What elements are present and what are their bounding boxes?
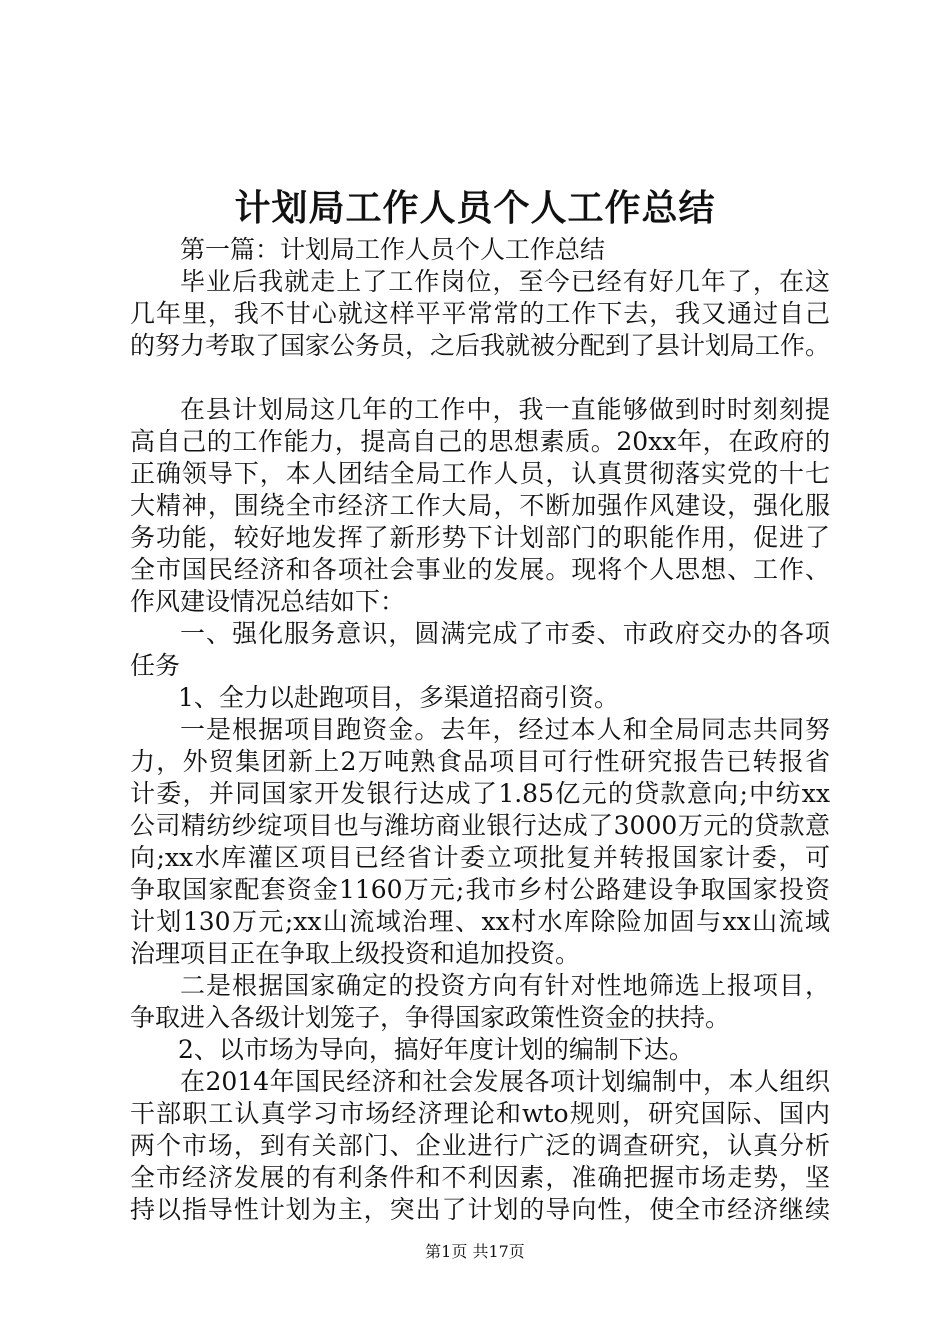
heading-line: 任务: [130, 651, 181, 680]
blank-line: [130, 362, 830, 394]
text-line: 治理项目正在争取上级投资和追加投资。: [130, 939, 581, 968]
text-line: 的努力考取了国家公务员，之后我就被分配到了县计划局工作。: [130, 331, 830, 360]
text-line: 向;xx水库灌区项目已经省计委立项批复并转报国家计委，可: [130, 843, 830, 872]
subheading-line: 1、全力以赴跑项目，多渠道招商引资。: [178, 683, 619, 712]
text-line: 在2014年国民经济和社会发展各项计划编制中，本人组织: [180, 1067, 830, 1096]
section-heading: 第一篇：计划局工作人员个人工作总结: [180, 235, 606, 264]
subheading-line: 2、以市场为导向，搞好年度计划的编制下达。: [178, 1035, 694, 1064]
page-footer: 第1页 共17页: [425, 1242, 525, 1261]
text-line: 作风建设情况总结如下：: [130, 587, 406, 616]
text-line: 公司精纺纱绽项目也与潍坊商业银行达成了3000万元的贷款意: [130, 811, 830, 840]
text-line: 力，外贸集团新上2万吨熟食品项目可行性研究报告已转报省: [130, 747, 830, 776]
text-line: 全市经济发展的有利条件和不利因素，准确把握市场走势，坚: [130, 1163, 830, 1192]
text-line: 二是根据国家确定的投资方向有针对性地筛选上报项目，: [180, 971, 830, 1000]
text-line: 计划130万元;xx山流域治理、xx村水库除险加固与xx山流域: [130, 907, 830, 936]
text-line: 正确领导下，本人团结全局工作人员，认真贯彻落实党的十七: [130, 459, 830, 488]
text-line: 争取国家配套资金1160万元;我市乡村公路建设争取国家投资: [130, 875, 830, 904]
document-title: 计划局工作人员个人工作总结: [234, 187, 716, 229]
text-line: 计委，并同国家开发银行达成了1.85亿元的贷款意向;中纺xx: [130, 779, 830, 808]
text-line: 毕业后我就走上了工作岗位，至今已经有好几年了，在这: [180, 267, 830, 296]
text-line: 一是根据项目跑资金。去年，经过本人和全局同志共同努: [180, 715, 830, 744]
text-line: 务功能，较好地发挥了新形势下计划部门的职能作用，促进了: [130, 523, 830, 552]
document-body: [130, 234, 830, 1226]
text-line: 全市国民经济和各项社会事业的发展。现将个人思想、工作、: [130, 555, 830, 584]
text-line: 干部职工认真学习市场经济理论和wto规则，研究国际、国内: [130, 1099, 830, 1128]
text-line: 持以指导性计划为主，突出了计划的导向性，使全市经济继续: [130, 1195, 830, 1224]
heading-line: 一、强化服务意识，圆满完成了市委、市政府交办的各项: [180, 619, 830, 648]
text-line: 高自己的工作能力，提高自己的思想素质。20xx年，在政府的: [130, 427, 830, 456]
text-line: 几年里，我不甘心就这样平平常常的工作下去，我又通过自己: [130, 299, 830, 328]
text-line: 在县计划局这几年的工作中，我一直能够做到时时刻刻提: [180, 395, 830, 424]
text-line: 争取进入各级计划笼子，争得国家政策性资金的扶持。: [130, 1003, 731, 1032]
text-line: 两个市场，到有关部门、企业进行广泛的调查研究，认真分析: [130, 1131, 830, 1160]
text-line: 大精神，围绕全市经济工作大局，不断加强作风建设，强化服: [130, 491, 830, 520]
